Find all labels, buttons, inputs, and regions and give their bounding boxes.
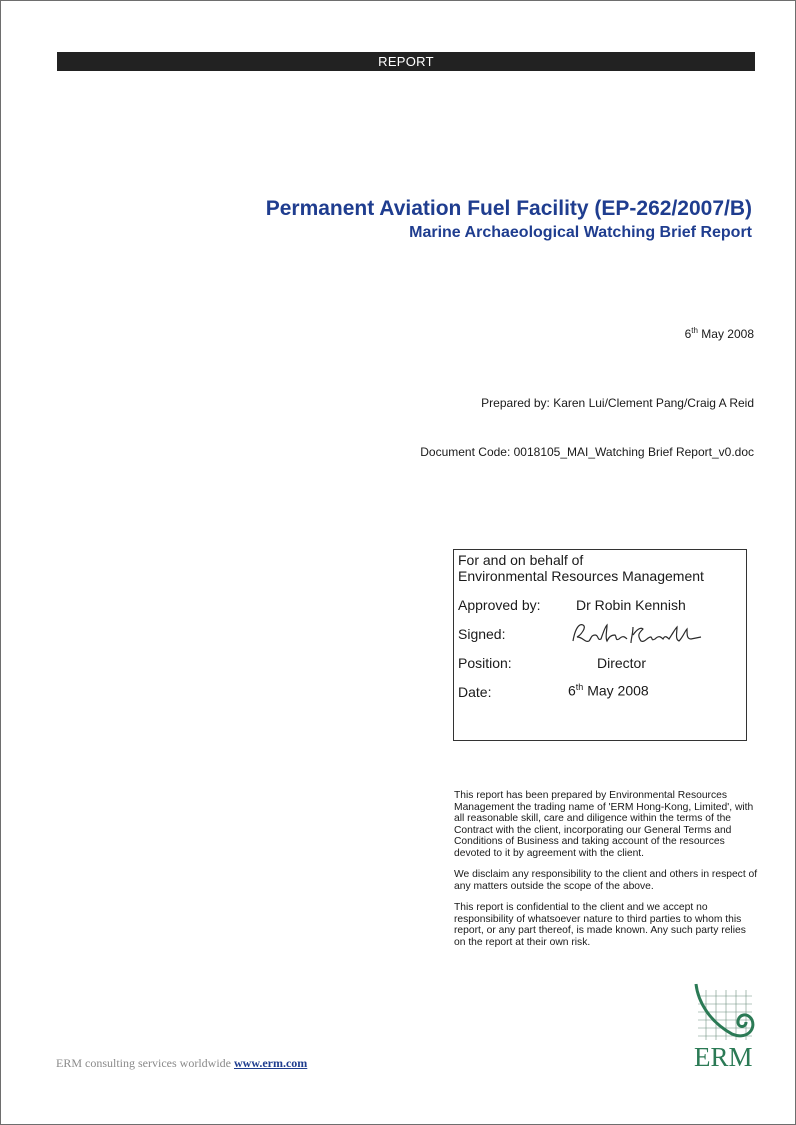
report-date-rest: May 2008: [697, 327, 754, 341]
footer: [56, 1056, 307, 1071]
approval-box: [453, 549, 747, 741]
disclaimer: [454, 790, 759, 958]
footer-text: ERM consulting services worldwide: [56, 1056, 234, 1070]
erm-logo-text: ERM: [694, 1042, 753, 1072]
approval-date-suffix: th: [575, 682, 584, 692]
approval-date-rest: May 2008: [583, 682, 649, 699]
report-date-suffix: th: [691, 326, 698, 335]
signature-image: [569, 619, 704, 649]
erm-logo-icon: [692, 982, 758, 1042]
footer-link[interactable]: www.erm.com: [233, 1056, 308, 1070]
disclaimer-paragraph: We disclaim any responsibility to the client and others in respect of any matters outside the scope of the above.: [454, 869, 758, 892]
date-label: Date:: [458, 684, 492, 700]
prepared-by: Prepared by: Karen Lui/Clement Pang/Craig A Reid: [481, 396, 754, 410]
report-title: Permanent Aviation Fuel Facility (EP-262/2007/B): [265, 197, 752, 220]
approved-by-value: Dr Robin Kennish: [576, 597, 686, 613]
document-code: Document Code: 0018105_MAI_Watching Brief Report_v0.doc: [420, 445, 754, 459]
disclaimer-paragraph: This report is confidential to the client and we accept no responsibility of whatsoever nature to third parties to whom this report, or any part thereof, is made known. Any such party relies on the report at their own risk.: [454, 902, 746, 948]
position-label: Position:: [458, 655, 512, 671]
signed-label: Signed:: [458, 626, 506, 642]
report-date-day: 6: [684, 327, 692, 341]
position-value: Director: [597, 655, 647, 671]
approval-date-day: 6: [568, 682, 576, 699]
approval-date-value: [568, 682, 649, 699]
report-date: [685, 326, 754, 341]
approval-company-line: Environmental Resources Management: [458, 568, 704, 584]
disclaimer-paragraph: This report has been prepared by Environmental Resources Management the trading name of 'ERM Hong-Kong, Limited', with all reasonable skill, care and diligence within the terms of the Contract with the client, incorporating our General Terms and Conditions of Business and taking account of the resources devoted to it by agreement with the client.: [454, 790, 754, 859]
report-header-label: REPORT: [378, 54, 434, 69]
approval-behalf-line: For and on behalf of: [458, 552, 584, 568]
approved-by-label: Approved by:: [458, 597, 541, 613]
report-subtitle: Marine Archaeological Watching Brief Report: [409, 224, 752, 241]
report-header-bar: [57, 52, 755, 71]
